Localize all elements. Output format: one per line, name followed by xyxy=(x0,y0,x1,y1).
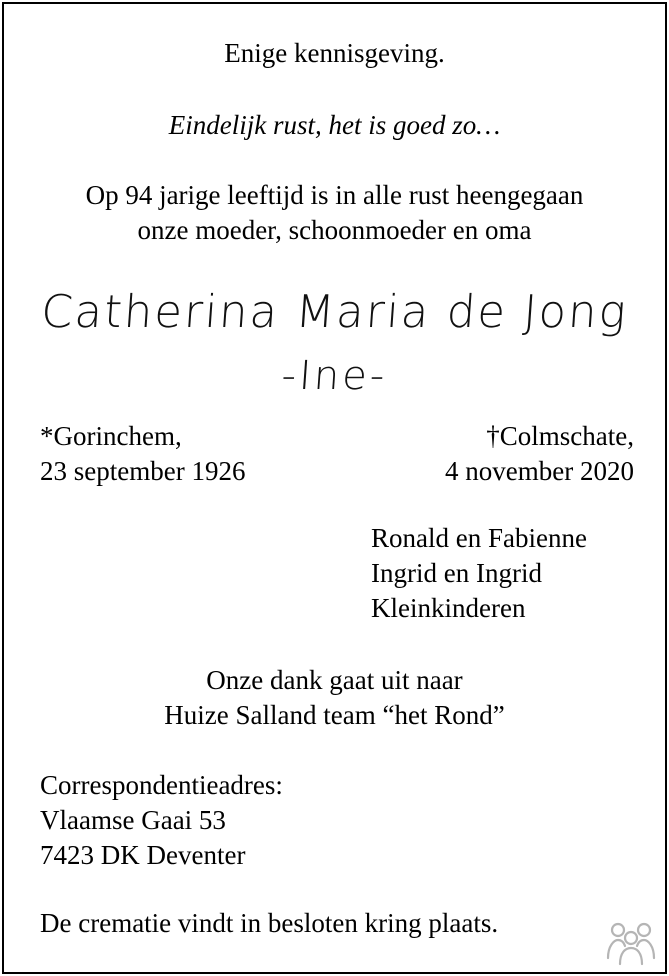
thanks-line-1: Onze dank gaat uit naar xyxy=(206,665,463,695)
family-line: Ingrid en Ingrid xyxy=(371,558,542,588)
people-group-icon xyxy=(605,918,657,966)
birth-place: *Gorinchem, xyxy=(40,421,182,451)
notice-heading: Enige kennisgeving. xyxy=(224,38,445,68)
address-city: 7423 DK Deventer xyxy=(40,840,246,870)
death-notice-card xyxy=(2,2,667,974)
death-date: 4 november 2020 xyxy=(445,456,634,486)
intro-line-2: onze moeder, schoonmoeder en oma xyxy=(137,215,532,245)
closing-line: De crematie vindt in besloten kring plaats. xyxy=(40,908,499,938)
notice-motto: Eindelijk rust, het is goed zo… xyxy=(168,110,501,140)
family-line: Ronald en Fabienne xyxy=(371,523,587,553)
deceased-nickname: -Ine- xyxy=(280,353,389,399)
address-label: Correspondentieadres: xyxy=(40,770,283,800)
address-street: Vlaamse Gaai 53 xyxy=(40,805,226,835)
deceased-name: Catherina Maria de Jong xyxy=(39,285,630,338)
intro-line-1: Op 94 jarige leeftijd is in alle rust heengegaan xyxy=(85,180,584,210)
birth-date: 23 september 1926 xyxy=(40,456,246,486)
thanks-line-2: Huize Salland team “het Rond” xyxy=(164,700,505,730)
family-line: Kleinkinderen xyxy=(371,593,526,623)
death-place: †Colmschate, xyxy=(486,421,634,451)
